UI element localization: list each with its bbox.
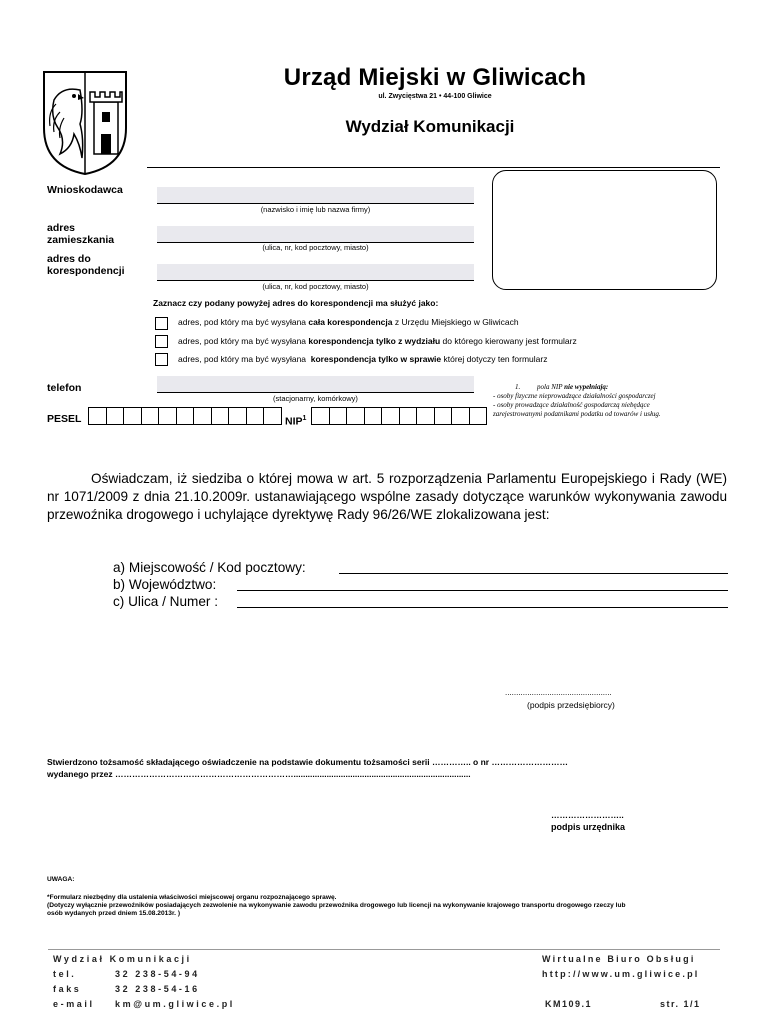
nip-label: NIP$^1$ <box>285 415 307 428</box>
office-address: ul. Zwycięstwa 21 • 44-100 Gliwice <box>378 93 492 100</box>
remarks-heading: UWAGA: <box>47 876 75 883</box>
footer-divider <box>48 949 720 950</box>
phone-hint: (stacjonarny, komórkowy) <box>273 394 358 403</box>
residence-address-field[interactable] <box>157 226 474 243</box>
applicant-label: Wnioskodawca <box>47 184 123 196</box>
remarks-line1: *Formularz niezbędny dla ustalenia właściwości miejscowej organu rozpoznającego sprawę. <box>47 894 337 901</box>
pesel-label: PESEL <box>47 413 82 425</box>
official-signature-label: podpis urzędnika <box>551 822 626 832</box>
footer-fax-label: faks <box>53 984 82 994</box>
option-case-label: adres, pod który ma być wysyłana korespondencja tylko w sprawie której dotyczy ten formularz <box>178 354 548 364</box>
voivodeship-label: b) Województwo: <box>113 577 217 592</box>
footer-office: Wirtualne Biuro Obsługi <box>542 954 696 964</box>
voivodeship-line[interactable] <box>237 590 728 591</box>
signature-label: (podpis przedsiębiorcy) <box>527 700 615 710</box>
footer-form-code: KM109.1 <box>545 999 593 1009</box>
applicant-name-field[interactable] <box>157 187 474 204</box>
declaration-text: Oświadczam, iż siedziba o której mowa w art. 5 rozporządzenia Parlamentu Europejskiego i Rady (WE) nr 1071/2009 z dnia 21.10.2009r. ustanawiającego wspólne zasady dotyczące warunków wykonywania zawodu przewoźnika drogowego i uchylające dyrektywę Rady 96/26/WE zlokalizowana jest: <box>47 471 727 522</box>
city-postcode-label: a) Miejscowość / Kod pocztowy: <box>113 560 306 575</box>
option-department-label: adres, pod który ma być wysyłana korespondencja tylko z wydziału do którego kierowany jest formularz <box>178 336 577 346</box>
city-postcode-line[interactable] <box>339 573 728 574</box>
option-all-label: adres, pod który ma być wysyłana cała korespondencja z Urzędu Miejskiego w Gliwicach <box>178 317 519 327</box>
correspondence-label-1: adres do <box>47 253 91 265</box>
option-all-checkbox[interactable] <box>155 317 168 330</box>
nip-footnote: 1. pola NIP nie wypełniają: - osoby fizyczne nieprowadzące działalności gospodarczej - osoby prowadzące działalność gospodarczą niebędące zarejestrowanymi podatnikami podatku od towarów i usług. <box>493 383 661 418</box>
correspondence-question: Zaznacz czy podany powyżej adres do korespondencji ma służyć jako: <box>153 298 439 308</box>
footer-tel: 32 238-54-94 <box>115 969 200 979</box>
phone-label: telefon <box>47 382 82 394</box>
option-case-checkbox[interactable] <box>155 353 168 366</box>
phone-field[interactable] <box>157 376 474 393</box>
footer-page-number: str. 1/1 <box>660 999 701 1009</box>
applicant-name-hint: (nazwisko i imię lub nazwa firmy) <box>260 205 371 214</box>
street-number-label: c) Ulica / Numer : <box>113 594 218 609</box>
office-title: Urząd Miejski w Gliwicach <box>283 64 587 91</box>
remarks-line2: (Dotyczy wyłącznie przewoźników posiadających zezwolenie na wykonywanie zawodu przewoźnika drogowego lub licencji na wykonywanie krajowego transportu drogowego rzeczy lub <box>47 902 626 909</box>
header-divider <box>147 167 720 168</box>
nip-input[interactable] <box>311 407 487 425</box>
identity-statement-line2: wydanego przez ………………………………………………………........................................................................... <box>47 769 471 779</box>
footer-email[interactable]: km@um.gliwice.pl <box>115 999 235 1009</box>
official-signature-dots: …………………….. <box>551 810 624 820</box>
street-number-line[interactable] <box>237 607 728 608</box>
photo-box <box>492 170 717 290</box>
footer-url[interactable]: http://www.um.gliwice.pl <box>542 969 700 979</box>
correspondence-label-2: korespondencji <box>47 265 125 277</box>
footer-email-label: e-mail <box>53 999 95 1009</box>
signature-dots: ................................................ <box>505 688 612 697</box>
residence-address-hint: (ulica, nr, kod pocztowy, miasto) <box>262 243 369 252</box>
residence-label-1: adres <box>47 222 76 234</box>
correspondence-address-hint: (ulica, nr, kod pocztowy, miasto) <box>262 282 369 291</box>
correspondence-address-field[interactable] <box>157 264 474 281</box>
identity-statement-line1: Stwierdzono tożsamość składającego oświadczenie na podstawie dokumentu tożsamości serii ………….. o nr ……………………… <box>47 757 568 767</box>
footer-tel-label: tel. <box>53 969 77 979</box>
footer-department: Wydział Komunikacji <box>53 954 192 964</box>
footer-fax: 32 238-54-16 <box>115 984 200 994</box>
residence-label-2: zamieszkania <box>47 234 115 246</box>
remarks-line3: osób wydanych przed dniem 15.08.2013r. ) <box>47 910 181 917</box>
department-title: Wydział Komunikacji <box>345 117 515 136</box>
pesel-input[interactable] <box>88 407 282 425</box>
option-department-checkbox[interactable] <box>155 335 168 348</box>
